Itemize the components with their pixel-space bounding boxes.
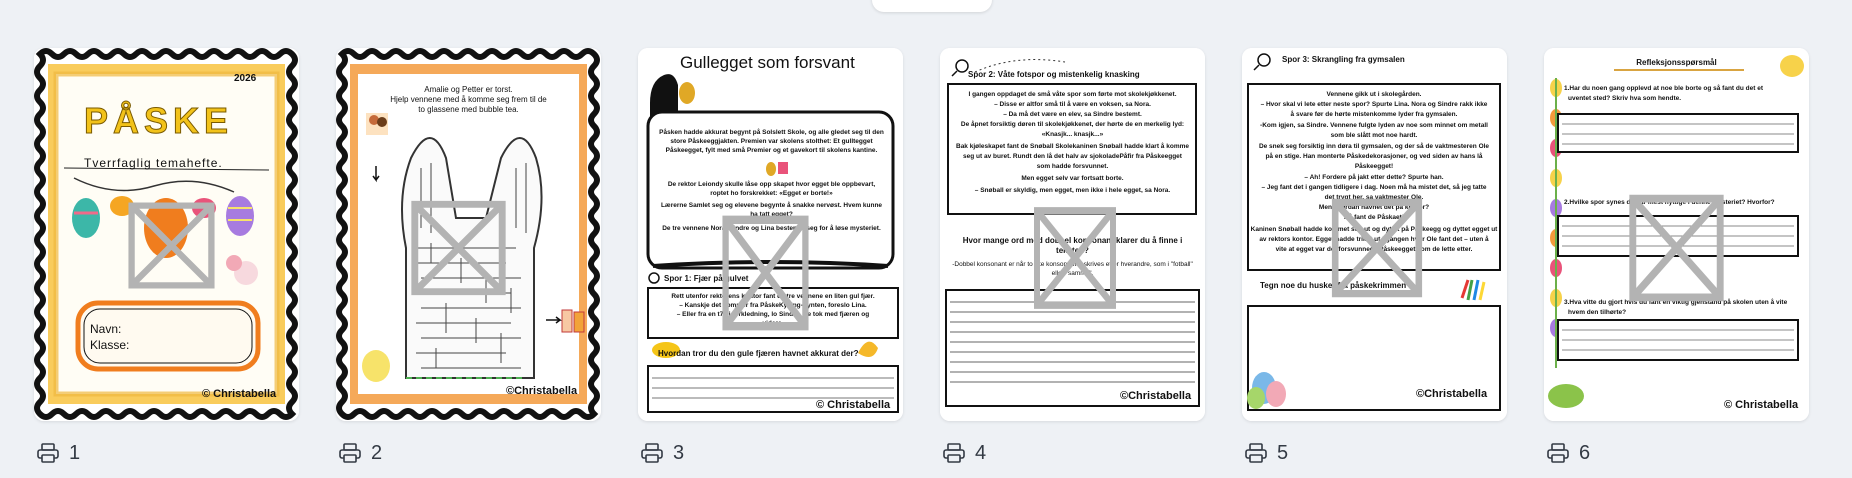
printer-icon[interactable] xyxy=(339,443,361,463)
clue-3-line-14: Kaninen Snøball hadde kommet seg ut og dyttet på Påskeegg og dyttet egget ut xyxy=(1250,226,1498,233)
question-3-line-1: 3.Hva vitte du gjort hvis du fant en viktig gjenstand på skolen uten å vite xyxy=(1564,299,1788,306)
story-line-6: Lærerne Samlet seg og elevene begynte å snakke nervøst. Hvem kunne xyxy=(660,202,883,209)
clue-3-line-10: – Jeg fant det i gangen tidligere i dag. Noen må ha mistet det, så jeg tatte xyxy=(1261,184,1487,191)
credit-text: ©Christabella xyxy=(506,385,578,397)
clue-2-line-4: De åpnet forsiktig døren til skolekjøkkenet, der hørte de en merkelig lyd: xyxy=(960,121,1185,128)
clue-3-line-12: Men hvordan havnet det på kontor? xyxy=(1318,204,1430,211)
question-1-line-1: 1.Har du noen gang opplevd at noe ble borte og så fant du det et xyxy=(1564,85,1763,92)
name-label: Navn: xyxy=(90,322,122,336)
story-line-5: roptet ho forskrekket: «Egget er borte!» xyxy=(710,190,833,197)
clue-2-line-8: som hadde forsvunnet. xyxy=(1036,163,1109,170)
page-footer-5 xyxy=(1245,440,1288,466)
page-thumbnail-5[interactable] xyxy=(1242,48,1507,421)
printer-icon[interactable] xyxy=(943,443,965,463)
page-number: 1 xyxy=(69,441,81,464)
clue-2-line-7: seg ut av buret. Rundt den lå det halv av sjokoladePåfir fra Påskeegget xyxy=(963,153,1182,160)
question-2: 2.Hvilke spor synes du var mest nyttige i denne mysteriet? Hvorfor? xyxy=(1564,199,1775,206)
class-label: Klasse: xyxy=(90,338,130,352)
clue-2-line-1: I gangen oppdaget de små våte spor som førte mot skolekjøkkenet. xyxy=(968,91,1177,98)
credit-text: © Christabella xyxy=(1724,399,1799,411)
page-footer-6 xyxy=(1547,440,1590,466)
page-footer-1 xyxy=(37,440,80,466)
page-footer-4 xyxy=(943,440,986,466)
clue-3-line-5: som ble slått mot noe hardt. xyxy=(1330,132,1418,139)
clue-3-line-1: Vennene gikk ut i skolegården. xyxy=(1326,91,1422,98)
clue-3-line-9: – Ah! Fordere på jakt etter dette? Spurte han. xyxy=(1304,174,1444,181)
page-number: 5 xyxy=(1277,441,1289,464)
clue-3-line-6: De snek seg forsiktig inn døra til gymsalen, og der så de vaktmesteren Ole xyxy=(1258,143,1490,150)
page-thumbnail-2[interactable] xyxy=(336,48,601,421)
story-line-1: Påsken hadde akkurat begynt på Solslett Skole, og alle gledet seg til den xyxy=(659,129,884,136)
maze-intro-line-3: to glassene med bubble tea. xyxy=(418,105,519,114)
page-number: 2 xyxy=(371,441,383,464)
printer-icon[interactable] xyxy=(1547,443,1569,463)
clue-2-line-2: – Disse er altfor små til å være en voksen, sa Nora. xyxy=(994,101,1151,108)
printer-icon[interactable] xyxy=(1245,443,1267,463)
maze-intro-line-2: Hjelp vennene med å komme seg frem til de xyxy=(390,95,547,104)
cover-year: 2026 xyxy=(234,73,257,84)
cover-subtitle: Tverrfaglig temahefte. xyxy=(84,156,223,170)
page-footer-2 xyxy=(339,440,382,466)
story-line-8: De tre vennene Nora, Sindre og Lina bestemte seg for å løse mysteriet. xyxy=(662,225,881,232)
story-question: Hvordan tror du den gule fjæren havnet akkurat der? xyxy=(658,349,859,358)
clue-3-line-7: på en stige. Han monterte Påskedekorasjoner, og ved siden av hans lå xyxy=(1265,153,1483,160)
clue-2-title: Spor 2: Våte fotspor og mistenkelig knasking xyxy=(968,70,1140,79)
clue-3-line-15: av rektors kontor. Egget hadde trillet ut i gangen hvor Ole fant det – uten å xyxy=(1259,236,1489,243)
credit-text: © Christabella xyxy=(202,388,277,400)
page-thumbnail-1[interactable] xyxy=(34,48,299,421)
clue-3-line-16: vite at egget var det forsvunnede Påskeegget som de lette etter. xyxy=(1275,246,1473,253)
clue-3-line-4: -Kom igjen, sa Sindre. Vennene fulgte lyden av noe som minnet om metall xyxy=(1260,122,1488,129)
story-line-2: store Påskeeggjakten. Premien var skolens stolthet: Et gulltegget xyxy=(670,138,873,145)
question-1-line-2: uventet sted? Skriv hva som hendte. xyxy=(1568,95,1682,102)
clue-2-line-9: Men egget selv var fortsatt borte. xyxy=(1021,175,1124,182)
clue-2-line-10: – Snøball er skyldig, men egget, men ikke i hele egget, sa Nora. xyxy=(974,187,1171,194)
page-footer-3 xyxy=(641,440,684,466)
credit-text: © Christabella xyxy=(816,399,891,411)
clue-line-1: Rett utenfor rektorens kontor fant de tre vennene en liten gul fjær. xyxy=(671,293,875,300)
clue-3-line-2: – Hvor skal vi lete etter neste spor? Spurte Lina. Nora og Sindre rakk ikke xyxy=(1260,101,1488,108)
reflection-artwork xyxy=(1544,48,1809,421)
draw-prompt: Tegn noe du husker fra påskekrimmen xyxy=(1260,281,1407,290)
printer-icon[interactable] xyxy=(641,443,663,463)
clue-line-4: videre. xyxy=(762,320,784,327)
clue-3-line-11: det trygt her, sa vaktmester Ole. xyxy=(1324,194,1424,201)
page-number: 4 xyxy=(975,441,987,464)
story-line-4: De rektor Leiondy skulle låse opp skapet hvor egget ble oppbevart, xyxy=(667,181,876,188)
question-3-line-2: hvem den tilhørte? xyxy=(1568,309,1627,316)
reflection-title: Refleksjonsspørsmål xyxy=(1636,58,1717,67)
clue-2-hint: -Dobbel konsonant er når to like konsonanter skrives etter hverandre, som i "fotball" eller "samme". xyxy=(952,261,1193,277)
page-number: 6 xyxy=(1579,441,1591,464)
credit-text: ©Christabella xyxy=(1416,388,1488,400)
story-line-7: ha tatt egget? xyxy=(750,211,793,218)
printer-icon[interactable] xyxy=(37,443,59,463)
clue-title: Spor 1: Fjær på gulvet xyxy=(664,274,749,283)
clue-3-line-3: å svare før de hørte mistenkomme lyder fra gymsalen. xyxy=(1290,111,1458,118)
page-thumbnail-6[interactable] xyxy=(1544,48,1809,421)
clue-2-line-6: Bak kjøleskapet fant de Snøball Skolekaninen Snøball hadde klart å komme xyxy=(956,143,1189,150)
clue-2-line-5: «Knasjk... knasjk...» xyxy=(1041,131,1104,138)
page-thumbnail-4[interactable] xyxy=(940,48,1205,421)
clue-3-line-8: Påskeegget! xyxy=(1354,163,1394,170)
story-artwork xyxy=(638,48,903,421)
cover-title: PÅSKE xyxy=(84,100,234,141)
page-number: 3 xyxy=(673,441,685,464)
clue-2-line-3: – Da må det være en elev, sa Sindre bestemt. xyxy=(1003,111,1142,118)
clue-3-line-13: Nå fant de Påskaet! xyxy=(1344,214,1404,221)
clue-3-title: Spor 3: Skrangling fra gymsalen xyxy=(1282,55,1405,64)
credit-text: ©Christabella xyxy=(1120,390,1192,402)
clue-2-question: Hvor mange ord med dobbel konsonant klarer du å finne i teksten? xyxy=(962,236,1183,255)
clue-line-2: – Kanskje det kommer fra PåskeKylling-Pynten, foreslo Lina. xyxy=(679,302,867,309)
story-line-3: Påskeegget, fylt med små Premier og et gavekort til skolens kantine. xyxy=(665,147,878,154)
clue-line-3: – Eller fra en t7e i forkledning, lo Sindre. De tok med fjæren og xyxy=(676,311,870,318)
maze-intro-line-1: Amalie og Petter er torst. xyxy=(424,85,513,94)
page-thumbnail-3[interactable] xyxy=(638,48,903,421)
story-title: Gullegget som forsvant xyxy=(680,53,855,72)
